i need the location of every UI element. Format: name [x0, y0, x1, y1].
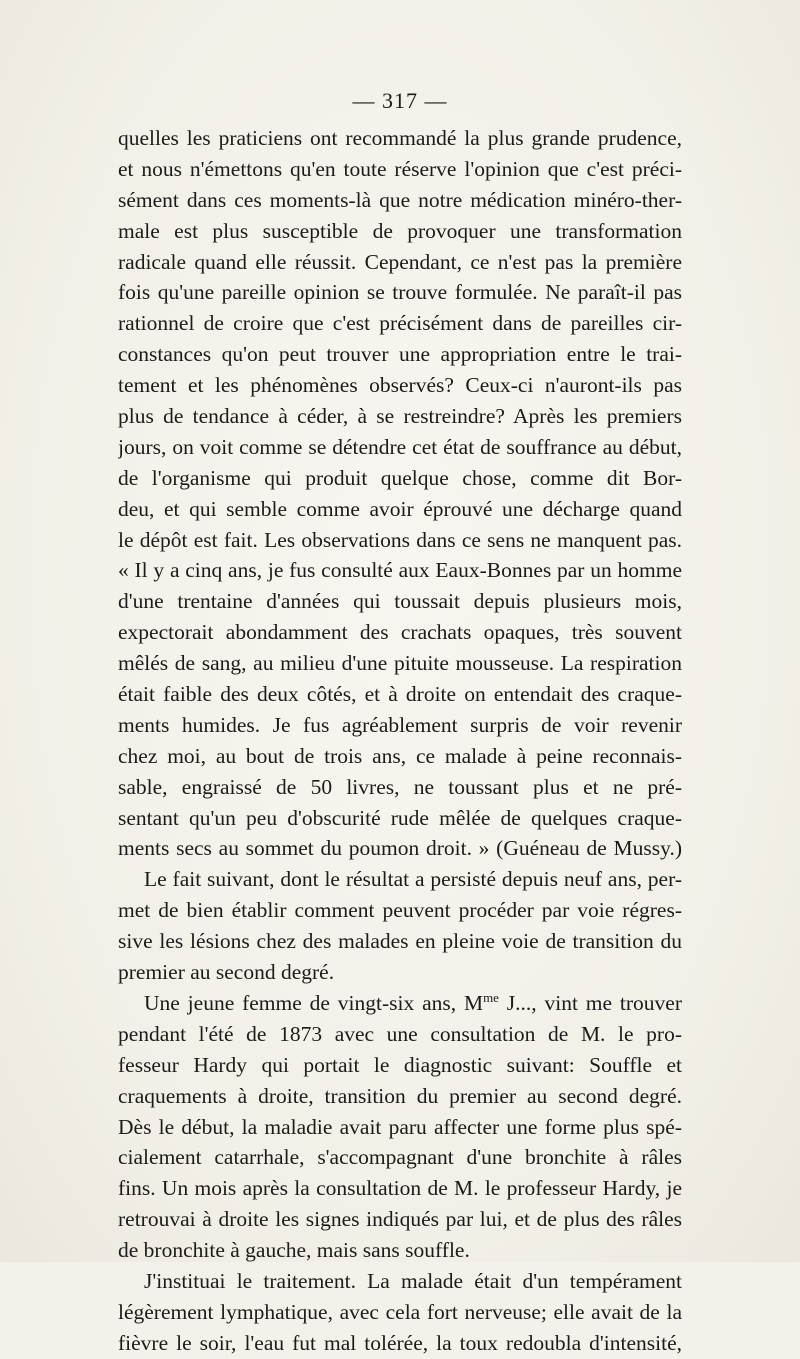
text-line: met de bien établir comment peuvent procéder par voie régres-: [118, 898, 682, 923]
text-line: retrouvai à droite les signes indiqués par lui, et de plus des râles: [118, 1207, 682, 1232]
text-line: d'une trentaine d'années qui toussait depuis plusieurs mois,: [118, 589, 682, 614]
text-line: craquements à droite, transition du premier au second degré.: [118, 1083, 682, 1108]
text-line: et nous n'émettons qu'en toute réserve l'opinion que c'est préci-: [118, 156, 682, 181]
text-line: plus de tendance à céder, à se restreindre? Après les premiers: [118, 404, 682, 429]
text-line: légèrement lymphatique, avec cela fort nerveuse; elle avait de la: [118, 1299, 682, 1324]
text-line: ments secs au sommet du poumon droit. » (Guéneau de Mussy.): [118, 836, 682, 861]
text-line: sable, engraissé de 50 livres, ne toussant plus et ne pré-: [118, 774, 682, 799]
text-line: sément dans ces moments-là que notre médication minéro-ther-: [118, 187, 682, 212]
text-line: de l'organisme qui produit quelque chose, comme dit Bor-: [118, 465, 682, 490]
text-line: était faible des deux côtés, et à droite on entendait des craque-: [118, 682, 682, 707]
text-line: sentant qu'un peu d'obscurité rude mêlée de quelques craque-: [118, 805, 682, 830]
text-line: fièvre le soir, l'eau fut mal tolérée, la toux redoubla d'intensité,: [118, 1330, 682, 1355]
text-line: « Il y a cinq ans, je fus consulté aux Eaux-Bonnes par un homme: [118, 558, 682, 583]
text-line: ments humides. Je fus agréablement surpris de voir revenir: [118, 712, 682, 737]
body-text: [118, 123, 682, 1359]
page-number: — 317 —: [352, 88, 448, 113]
text-line: fesseur Hardy qui portait le diagnostic suivant: Souffle et: [118, 1052, 682, 1077]
text-line: rationnel de croire que c'est précisément dans de pareilles cir-: [118, 311, 682, 336]
text-line: constances qu'on peut trouver une appropriation entre le trai-: [118, 342, 682, 367]
text-line: fois qu'une pareille opinion se trouve formulée. Ne paraît-il pas: [118, 280, 682, 305]
text-line: Dès le début, la maladie avait paru affecter une forme plus spé-: [118, 1114, 682, 1139]
text-line: de bronchite à gauche, mais sans souffle.: [118, 1238, 470, 1263]
text-line: pendant l'été de 1873 avec une consultation de M. le pro-: [118, 1021, 682, 1046]
text-line: premier au second degré.: [118, 960, 335, 985]
text-line: fins. Un mois après la consultation de M. le professeur Hardy, je: [118, 1176, 682, 1201]
text-line: J'instituai le traitement. La malade était d'un tempérament: [144, 1268, 682, 1293]
text-line: jours, on voit comme se détendre cet état de souffrance au début,: [118, 434, 682, 459]
text-line: Une jeune femme de vingt-six ans, $M^{me}$ J..., vint me trouver: [144, 990, 682, 1015]
text-line: sive les lésions chez des malades en pleine voie de transition du: [118, 929, 682, 954]
text-line: quelles les praticiens ont recommandé la plus grande prudence,: [118, 126, 682, 150]
text-line: expectorait abondamment des crachats opaques, très souvent: [118, 620, 682, 645]
text-line: le dépôt est fait. Les observations dans ce sens ne manquent pas.: [118, 527, 682, 552]
text-line: male est plus susceptible de provoquer une transformation: [118, 218, 682, 243]
text-line: radicale quand elle réussit. Cependant, ce n'est pas la première: [118, 249, 682, 274]
text-line: mêlés de sang, au milieu d'une pituite mousseuse. La respiration: [118, 651, 682, 676]
text-line: Le fait suivant, dont le résultat a persisté depuis neuf ans, per-: [144, 867, 682, 892]
text-line: cialement catarrhale, s'accompagnant d'une bronchite à râles: [118, 1145, 682, 1170]
text-line: tement et les phénomènes observés? Ceux-ci n'auront-ils pas: [118, 373, 682, 398]
text-line: deu, et qui semble comme avoir éprouvé une décharge quand: [118, 496, 682, 521]
text-line: chez moi, au bout de trois ans, ce malade à peine reconnais-: [118, 743, 682, 768]
